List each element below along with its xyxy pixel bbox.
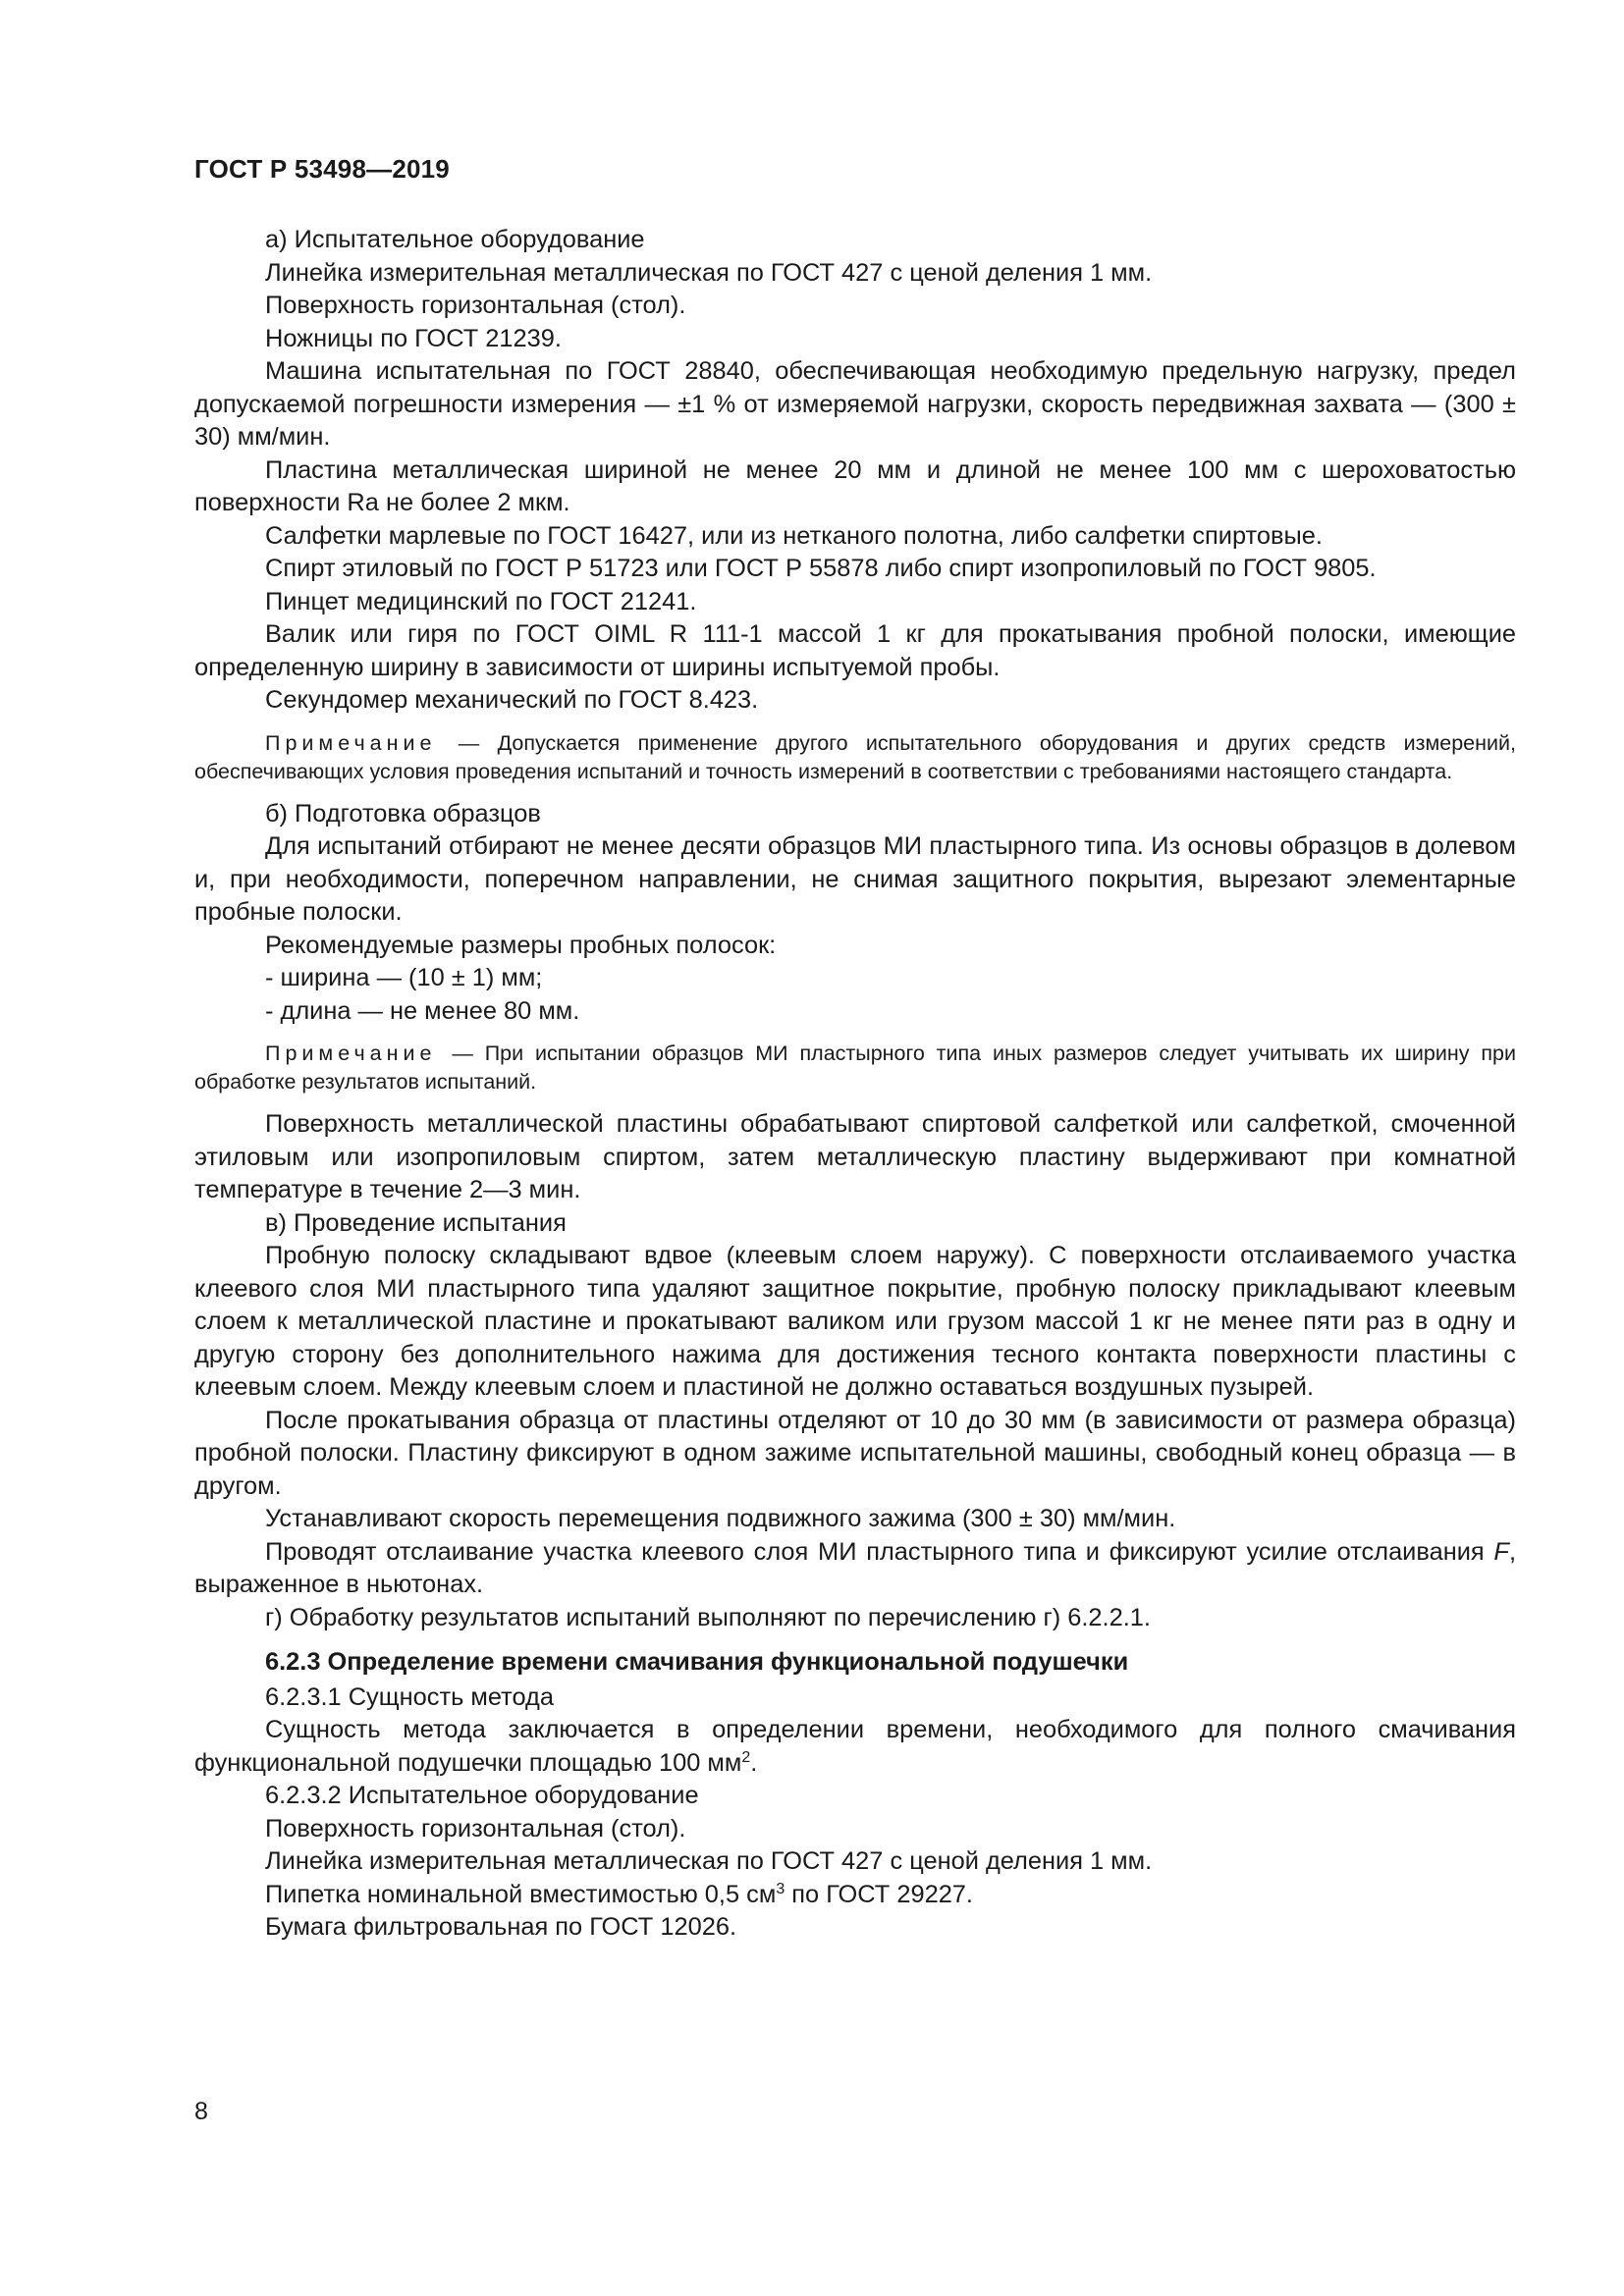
section-g-text: г) Обработку результатов испытаний выполняют по перечислению г) 6.2.2.1. <box>265 1603 1151 1631</box>
test-procedure-p4 <box>194 1536 1516 1602</box>
superscript: 3 <box>776 1880 785 1897</box>
page-number: 8 <box>194 2098 208 2125</box>
list-item: Пинцет медицинский по ГОСТ 21241. <box>265 587 697 615</box>
note-text: — Допускается применение другого испытательного оборудования и других средств измерений, обеспечивающих условия проведения испытаний и точность измерений в соответствии с требованиями настоящего стандарта. <box>194 730 1516 783</box>
note-label: Примечание <box>265 730 437 755</box>
test-procedure-p3: Устанавливают скорость перемещения подвижного зажима (300 ± 30) мм/мин. <box>265 1505 1176 1532</box>
list-item: Спирт этиловый по ГОСТ Р 51723 или ГОСТ Р 55878 либо спирт изопропиловый по ГОСТ 9805. <box>265 555 1377 582</box>
subsection-6-2-3-1-title: 6.2.3.1 Сущность метода <box>265 1682 554 1711</box>
sample-selection-text: Для испытаний отбирают не менее десяти образцов МИ пластырного типа. Из основы образцов в долевом и, при необходимости, поперечном направлении, не снимая защитного покрытия, вырезают элементарные пробные полоски. <box>194 832 1516 926</box>
section-heading-6-2-3: 6.2.3 Определение времени смачивания функциональной подушечки <box>265 1648 1129 1676</box>
force-variable: F <box>1493 1537 1509 1566</box>
document-header: ГОСТ Р 53498—2019 <box>194 154 450 184</box>
page-body <box>194 224 1516 1945</box>
test-procedure-p2: После прокатывания образца от пластины отделяют от 10 до 30 мм (в зависимости от размера образца) пробной полоски. Пластину фиксируют в одном зажиме испытательной машины, свободный конец образца — в другом. <box>194 1406 1516 1500</box>
size-width: - ширина — (10 ± 1) мм; <box>265 964 543 991</box>
superscript: 2 <box>741 1748 751 1766</box>
pipette-text-end: по ГОСТ 29227. <box>785 1880 973 1908</box>
surface-prep-text: Поверхность металлической пластины обрабатывают спиртовой салфеткой или салфеткой, смоченной этиловым или изопропиловым спиртом, затем металлическую пластину выдерживают при комнатной температуре в течение 2—3 мин. <box>194 1110 1516 1203</box>
section-b-title: б) Подготовка образцов <box>265 799 541 828</box>
list-item: Линейка измерительная металлическая по ГОСТ 427 с ценой деления 1 мм. <box>265 1847 1153 1875</box>
list-item: Линейка измерительная металлическая по ГОСТ 427 с ценой деления 1 мм. <box>265 258 1153 287</box>
list-item: Бумага фильтровальная по ГОСТ 12026. <box>265 1913 737 1941</box>
essence-end: . <box>750 1748 758 1777</box>
list-item: Валик или гиря по ГОСТ OIML R 111-1 массой 1 кг для прокатывания пробной полоски, имеющие определенную ширину в зависимости от ширины испытуемой пробы. <box>194 620 1516 681</box>
p4-start: Проводят отслаивание участка клеевого слоя МИ пластырного типа и фиксируют усилие отслаивания <box>265 1537 1494 1566</box>
method-essence-text <box>194 1714 1516 1780</box>
list-item: Поверхность горизонтальная (стол). <box>265 1814 686 1842</box>
note-label: Примечание <box>265 1041 437 1065</box>
list-item: Ножницы по ГОСТ 21239. <box>265 324 562 352</box>
list-item <box>194 1879 1516 1912</box>
sizes-intro: Рекомендуемые размеры пробных полосок: <box>265 931 777 959</box>
pipette-text: Пипетка номинальной вместимостью 0,5 см <box>265 1880 777 1908</box>
list-item: Секундомер механический по ГОСТ 8.423. <box>265 686 759 714</box>
section-a-title: а) Испытательное оборудование <box>265 226 645 253</box>
note-sizes <box>194 1040 1516 1096</box>
list-item: Салфетки марлевые по ГОСТ 16427, или из нетканого полотна, либо салфетки спиртовые. <box>265 521 1323 550</box>
list-item: Пластина металлическая шириной не менее 20 мм и длиной не менее 100 мм с шероховатостью поверхности Ra не более 2 мкм. <box>194 455 1516 516</box>
subsection-6-2-3-2-title: 6.2.3.2 Испытательное оборудование <box>265 1782 699 1809</box>
note-equipment <box>194 729 1516 786</box>
size-length: - длина — не менее 80 мм. <box>265 996 580 1025</box>
list-item: Поверхность горизонтальная (стол). <box>265 292 686 319</box>
test-procedure-p1: Пробную полоску складывают вдвое (клеевым слоем наружу). С поверхности отслаиваемого участка клеевого слоя МИ пластырного типа удаляют защитное покрытие, пробную полоску прикладывают клеевым слоем к металлической пластине и прокатывают валиком или грузом массой 1 кг не менее пяти раз в одну и другую сторону без дополнительного нажима для достижения тесного контакта поверхности пластины с клеевым слоем. Между клеевым слоем и пластиной не должно оставаться воздушных пузырей. <box>194 1242 1516 1401</box>
p4-end: , выраженное в ньютонах. <box>194 1537 1516 1598</box>
essence-text: Сущность метода заключается в определении времени, необходимого для полного смачивания функциональной подушечки площадью 100 мм <box>194 1716 1516 1777</box>
list-item: Машина испытательная по ГОСТ 28840, обеспечивающая необходимую предельную нагрузку, предел допускаемой погрешности измерения — ±1 % от измеряемой нагрузки, скорость передвижная захвата — (300 ± 30) мм/мин. <box>194 357 1516 451</box>
note-text: — При испытании образцов МИ пластырного типа иных размеров следует учитывать их ширину при обработке результатов испытаний. <box>194 1041 1516 1094</box>
section-v-title: в) Проведение испытания <box>265 1208 567 1237</box>
